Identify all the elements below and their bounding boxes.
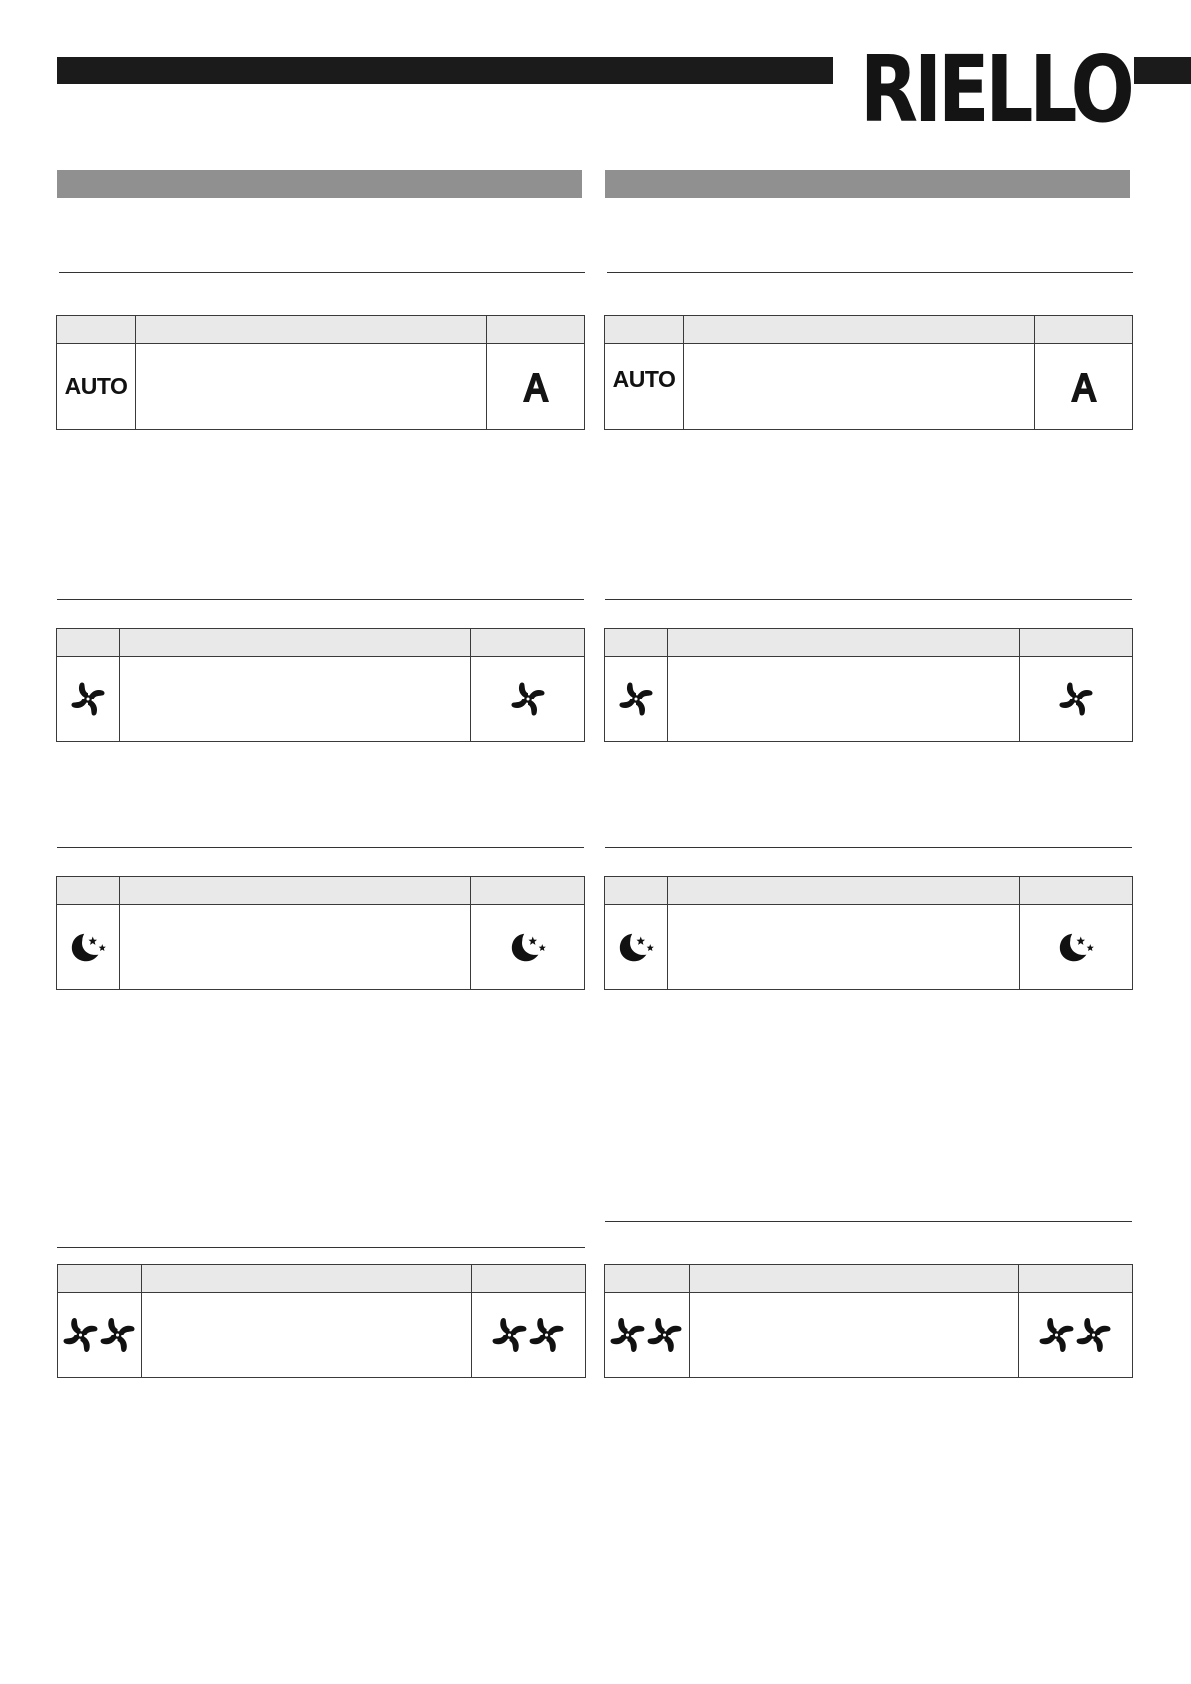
header-cell	[472, 1265, 586, 1293]
letter-a-icon	[1067, 370, 1101, 404]
header-cell	[471, 877, 585, 905]
symbol-cell	[57, 344, 136, 430]
double-fan-icon	[1037, 1315, 1115, 1355]
description-cell	[136, 344, 487, 430]
display-cell	[1035, 344, 1133, 430]
symbol-table-turbo	[604, 1264, 1133, 1378]
header-cell	[57, 877, 120, 905]
section-rule	[605, 599, 1132, 600]
section-band-right	[605, 170, 1130, 198]
symbol-table-auto	[56, 315, 585, 430]
header-cell	[471, 629, 585, 657]
symbol-table-auto	[604, 315, 1133, 430]
symbol-cell	[57, 657, 120, 742]
header-tab	[1134, 57, 1191, 84]
fan-icon	[69, 680, 107, 718]
description-cell	[668, 657, 1020, 742]
header-cell	[1020, 629, 1133, 657]
section-rule	[57, 1247, 585, 1248]
header-cell	[487, 316, 585, 344]
symbol-cell	[605, 344, 684, 430]
display-cell	[472, 1293, 586, 1378]
double-fan-icon	[608, 1315, 686, 1355]
header-cell	[120, 629, 471, 657]
brand-logo: RIELLO	[860, 36, 1131, 143]
fan-icon	[1057, 680, 1095, 718]
moon-stars-icon	[507, 928, 549, 966]
description-cell	[668, 905, 1020, 990]
moon-stars-icon	[615, 928, 657, 966]
header-cell	[690, 1265, 1019, 1293]
header-cell	[57, 629, 120, 657]
symbol-table-turbo	[57, 1264, 586, 1378]
header-cell	[605, 877, 668, 905]
description-cell	[690, 1293, 1019, 1378]
display-cell	[1019, 1293, 1133, 1378]
header-cell	[120, 877, 471, 905]
header-cell	[1035, 316, 1133, 344]
section-rule	[605, 847, 1132, 848]
section-rule	[607, 272, 1133, 273]
symbol-table-fan	[604, 628, 1133, 742]
header-cell	[684, 316, 1035, 344]
auto-label: AUTO	[612, 366, 676, 392]
section-rule	[605, 1221, 1132, 1222]
section-rule	[57, 847, 584, 848]
header-bar	[57, 57, 833, 84]
symbol-table-fan	[56, 628, 585, 742]
fan-icon	[617, 680, 655, 718]
display-cell	[471, 657, 585, 742]
description-cell	[142, 1293, 472, 1378]
symbol-cell	[605, 657, 668, 742]
symbol-cell	[605, 905, 668, 990]
symbol-table-sleep	[604, 876, 1133, 990]
header-cell	[605, 629, 668, 657]
auto-label: AUTO	[64, 373, 128, 399]
symbol-cell	[57, 905, 120, 990]
display-cell	[487, 344, 585, 430]
header-cell	[1020, 877, 1133, 905]
header-cell	[1019, 1265, 1133, 1293]
symbol-cell	[605, 1293, 690, 1378]
display-cell	[1020, 905, 1133, 990]
header-cell	[58, 1265, 142, 1293]
display-cell	[471, 905, 585, 990]
section-band-left	[57, 170, 582, 198]
symbol-cell	[58, 1293, 142, 1378]
letter-a-icon	[519, 370, 553, 404]
header-cell	[142, 1265, 472, 1293]
description-cell	[120, 905, 471, 990]
fan-icon	[509, 680, 547, 718]
display-cell	[1020, 657, 1133, 742]
moon-stars-icon	[1055, 928, 1097, 966]
moon-stars-icon	[67, 928, 109, 966]
header-cell	[605, 316, 684, 344]
description-cell	[120, 657, 471, 742]
header-cell	[668, 629, 1020, 657]
section-rule	[57, 599, 584, 600]
header-cell	[668, 877, 1020, 905]
symbol-table-sleep	[56, 876, 585, 990]
description-cell	[684, 344, 1035, 430]
header-cell	[57, 316, 136, 344]
section-rule	[59, 272, 585, 273]
header-cell	[136, 316, 487, 344]
header-cell	[605, 1265, 690, 1293]
double-fan-icon	[490, 1315, 568, 1355]
double-fan-icon	[61, 1315, 139, 1355]
